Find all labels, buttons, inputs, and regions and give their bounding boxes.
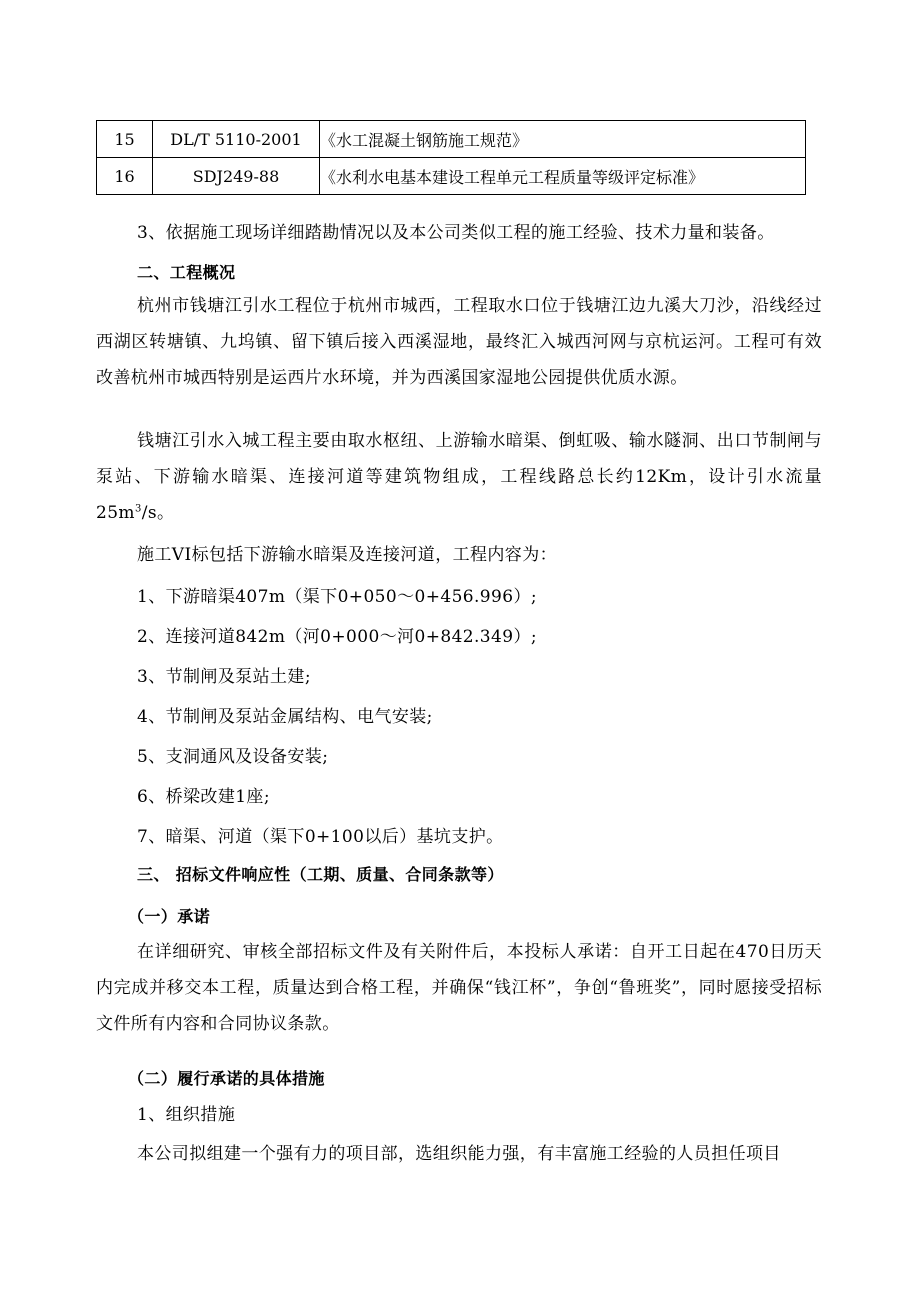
measures-paragraph: 本公司拟组建一个强有力的项目部，选组织能力强，有丰富施工经验的人员担任项目 [137,1144,781,1164]
standard-code: DL/T 5110-2001 [153,121,320,158]
superscript: 3 [134,503,142,515]
table-row [97,158,806,195]
paragraph-text: 钱塘江引水入城工程主要由取水枢纽、上游输水暗渠、倒虹吸、输水隧洞、出口节制闸与泵站、下游输水暗渠、连接河道等建筑物组成，工程线路总长约12Km，设计引水流量25m [96,431,822,523]
table-row [97,121,806,158]
row-number: 15 [97,121,153,158]
scope-item: 1、下游暗渠407m（渠下0+050～0+456.996）; [137,587,537,607]
standard-code: SDJ249-88 [153,158,320,195]
subheading-measures: （二）履行承诺的具体措施 [128,1069,325,1088]
scope-item: 2、连接河道842m（河0+000～河0+842.349）; [137,627,537,647]
scope-item: 5、支洞通风及设备安装; [137,747,329,767]
section-heading-response: 三、 招标文件响应性（工期、质量、合同条款等） [137,865,504,884]
scope-item: 7、暗渠、河道（渠下0+100以后）基坑支护。 [137,827,504,847]
standards-table [96,120,806,195]
basis-item-3: 3、依据施工现场详细踏勘情况以及本公司类似工程的施工经验、技术力量和装备。 [137,223,775,243]
overview-paragraph-1: 杭州市钱塘江引水工程位于杭州市城西，工程取水口位于钱塘江边九溪大刀沙，沿线经过西湖区转塘镇、九坞镇、留下镇后接入西溪湿地，最终汇入城西河网与京杭运河。工程可有效改善杭州市城西特别是运西片水环境，并为西溪国家湿地公园提供优质水源。 [96,296,822,388]
scope-item: 3、节制闸及泵站土建; [137,667,311,687]
row-number: 16 [97,158,153,195]
scope-item: 4、节制闸及泵站金属结构、电气安装; [137,707,433,727]
scope-item: 6、桥梁改建1座; [137,787,270,807]
paragraph-text-end: /s。 [141,503,175,523]
overview-paragraph-3: 施工VI标包括下游输水暗渠及连接河道，工程内容为： [137,545,557,565]
commitment-paragraph: 在详细研究、审核全部招标文件及有关附件后，本投标人承诺：自开工日起在470日历天内完成并移交本工程，质量达到合格工程，并确保“钱江杯”，争创“鲁班奖”，同时愿接受招标文件所有内容和合同协议条款。 [96,942,822,1034]
subheading-commitment: （一）承诺 [128,907,211,926]
standard-title: 《水工混凝土钢筋施工规范》 [320,121,806,158]
section-heading-overview: 二、工程概况 [137,263,236,282]
overview-paragraph-2 [96,423,822,531]
standard-title: 《水利水电基本建设工程单元工程质量等级评定标准》 [320,158,806,195]
measures-item-1: 1、组织措施 [137,1105,236,1125]
